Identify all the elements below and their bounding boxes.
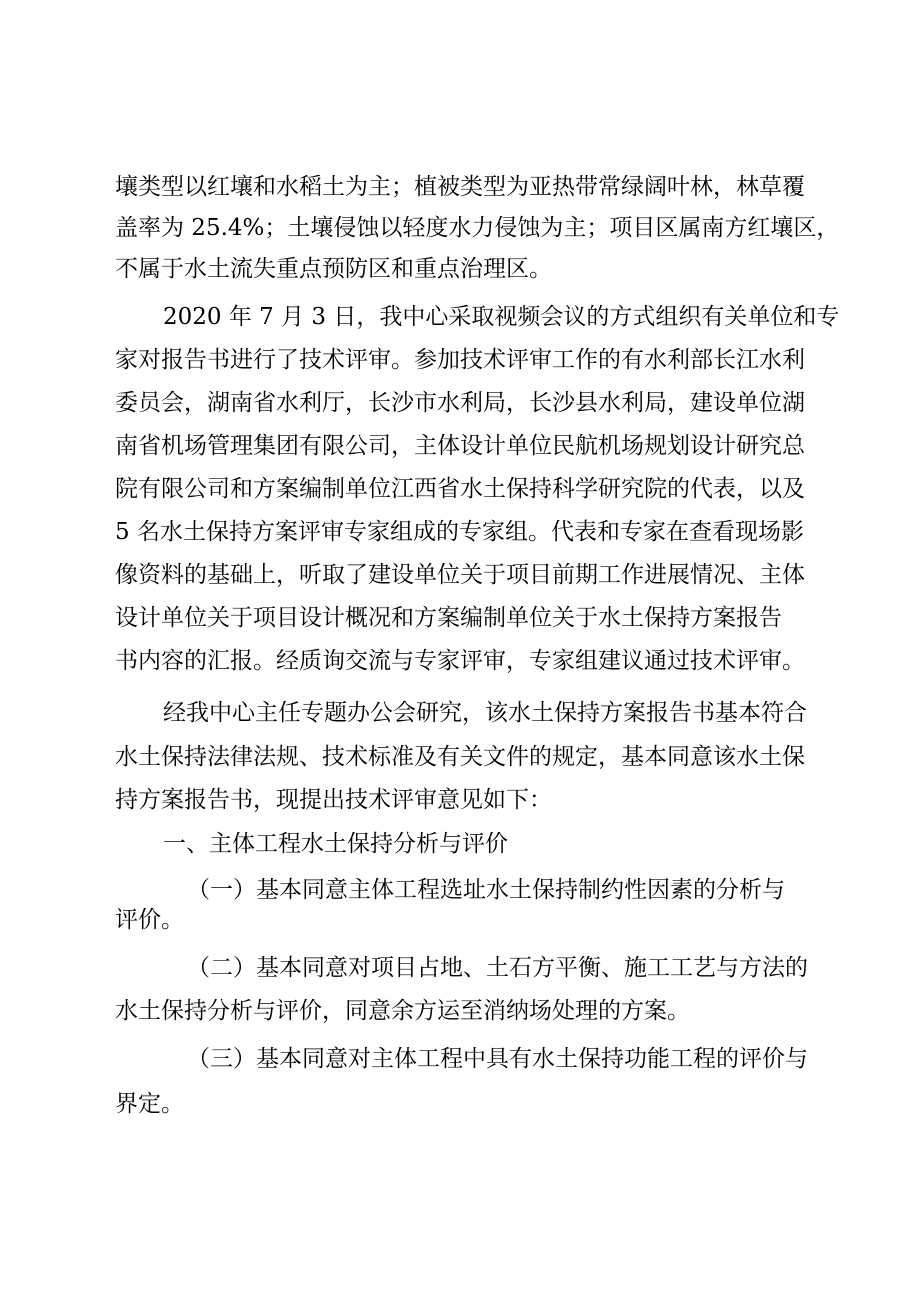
text-line: 界定。 (115, 1091, 184, 1117)
text-line: 评价。 (115, 907, 184, 933)
paragraph-start-line: 经我中心主任专题办公会研究，该水土保持方案报告书基本符合 (163, 700, 807, 726)
clause-line: （一）基本同意主体工程选址水土保持制约性因素的分析与 (187, 877, 785, 903)
text-line: 5 名水土保持方案评审专家组成的专家组。代表和专家在查看现场影 (115, 519, 804, 545)
clause-line: （二）基本同意对项目占地、土石方平衡、施工工艺与方法的 (187, 955, 808, 981)
paragraph-start-line: 2020 年 7 月 3 日，我中心采取视频会议的方式组织有关单位和专 (163, 304, 840, 330)
section-heading: 一、主体工程水土保持分析与评价 (163, 831, 508, 857)
text-line: 书内容的汇报。经质询交流与专家评审，专家组建议通过技术评审。 (115, 648, 805, 674)
text-line: 设计单位关于项目设计概况和方案编制单位关于水土保持方案报告 (115, 605, 782, 631)
text-line: 委员会，湖南省水利厅，长沙市水利局，长沙县水利局，建设单位湖 (115, 390, 805, 416)
text-line: 水土保持分析与评价，同意余方运至消纳场处理的方案。 (115, 998, 690, 1024)
text-line: 不属于水土流失重点预防区和重点治理区。 (115, 256, 552, 282)
text-line: 南省机场管理集团有限公司，主体设计单位民航机场规划设计研究总 (115, 433, 805, 459)
clause-line: （三）基本同意对主体工程中具有水土保持功能工程的评价与 (187, 1046, 808, 1072)
text-line: 持方案报告书，现提出技术评审意见如下： (115, 787, 552, 813)
text-line: 水土保持法律法规、技术标准及有关文件的规定，基本同意该水土保 (115, 744, 805, 770)
text-line: 家对报告书进行了技术评审。参加技术评审工作的有水利部长江水利 (115, 347, 805, 373)
text-line: 壤类型以红壤和水稻土为主；植被类型为亚热带常绿阔叶林，林草覆 (115, 174, 805, 200)
text-line: 院有限公司和方案编制单位江西省水土保持科学研究院的代表，以及 (115, 476, 805, 502)
text-line: 像资料的基础上，听取了建设单位关于项目前期工作进展情况、主体 (115, 562, 805, 588)
text-line: 盖率为 25.4%；土壤侵蚀以轻度水力侵蚀为主；项目区属南方红壤区， (115, 215, 840, 241)
